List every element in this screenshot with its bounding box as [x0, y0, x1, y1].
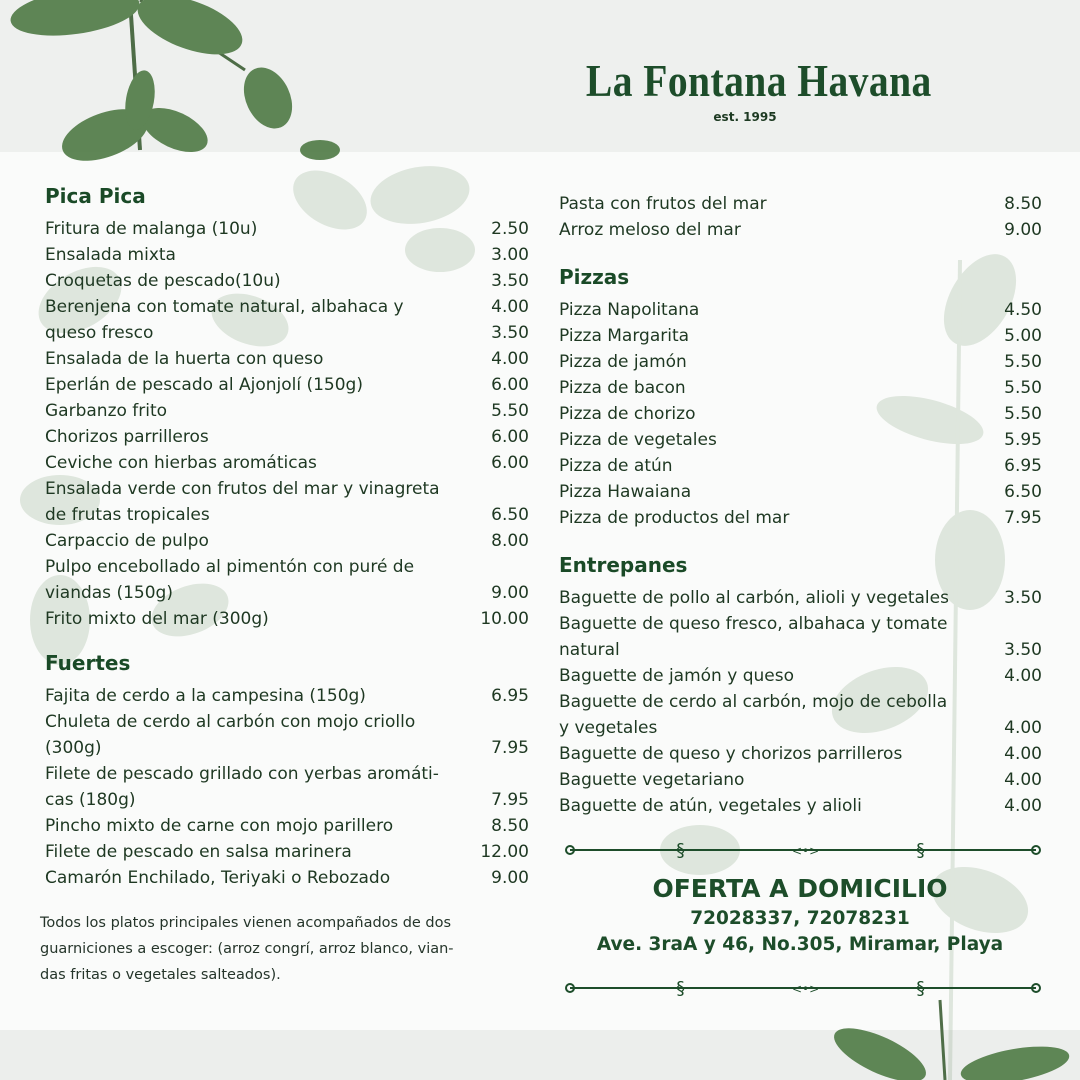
menu-item-price: 6.50 — [1004, 482, 1042, 502]
menu-item-name: Chorizos parrilleros — [45, 427, 209, 447]
menu-item-price: 3.50 — [1004, 640, 1042, 660]
section-title-pizzas: Pizzas — [559, 265, 630, 289]
section-title-entrepanes: Entrepanes — [559, 553, 688, 577]
menu-item-price: 3.00 — [491, 245, 529, 265]
menu-item-name: viandas (150g) — [45, 583, 173, 603]
note-line: das fritas o vegetales salteados). — [40, 967, 281, 983]
menu-item-price: 5.00 — [1004, 326, 1042, 346]
menu-item-name: Baguette de atún, vegetales y alioli — [559, 796, 862, 816]
menu-item-price: 9.00 — [491, 583, 529, 603]
menu-item-name: Ensalada verde con frutos del mar y vinagreta — [45, 479, 440, 499]
menu-item-name: Pizza Napolitana — [559, 300, 700, 320]
menu-item-price: 6.95 — [1004, 456, 1042, 476]
menu-item-price: 6.00 — [491, 427, 529, 447]
menu-item-name: Garbanzo frito — [45, 401, 168, 421]
menu-item-name: Pizza Margarita — [559, 326, 690, 346]
brand-established: est. 1995 — [713, 110, 777, 124]
menu-item-name: Filete de pescado en salsa marinera — [45, 842, 352, 862]
menu-item-name: Pizza de atún — [559, 456, 673, 476]
svg-text:<•>: <•> — [792, 982, 820, 996]
menu-item-name: Filete de pescado grillado con yerbas aromáti- — [45, 764, 439, 784]
section-title-fuertes: Fuertes — [45, 651, 131, 675]
menu-item-name: Fajita de cerdo a la campesina (150g) — [45, 686, 366, 706]
section-title-pica-pica: Pica Pica — [45, 184, 146, 208]
menu-item-name: Berenjena con tomate natural, albahaca y — [45, 297, 404, 317]
note-line: guarniciones a escoger: (arroz congrí, arroz blanco, vian- — [40, 941, 454, 957]
menu-item-name: Baguette de pollo al carbón, alioli y vegetales — [559, 588, 949, 608]
ornament-divider — [564, 978, 1042, 998]
menu-item-name: Pulpo encebollado al pimentón con puré de — [45, 557, 415, 577]
menu-item-price: 6.50 — [491, 505, 529, 525]
menu-item-price: 7.95 — [1004, 508, 1042, 528]
sides-note — [40, 910, 540, 988]
menu-item-name: Chuleta de cerdo al carbón con mojo criollo — [45, 712, 416, 732]
menu-item-name: Pizza de jamón — [559, 352, 687, 372]
menu-item-price: 5.95 — [1004, 430, 1042, 450]
menu-item-price: 4.00 — [491, 297, 529, 317]
svg-text:§: § — [676, 840, 685, 860]
menu-item-name: Pincho mixto de carne con mojo parillero — [45, 816, 394, 836]
menu-item-name: Pizza Hawaiana — [559, 482, 692, 502]
menu-item-price: 4.00 — [1004, 796, 1042, 816]
brand-header — [560, 55, 932, 124]
menu-item-price: 7.95 — [491, 738, 529, 758]
menu-item-name: Ceviche con hierbas aromáticas — [45, 453, 317, 473]
menu-item-price: 4.00 — [1004, 770, 1042, 790]
menu-item-name: Baguette de queso fresco, albahaca y tomate — [559, 614, 948, 634]
menu-item-price: 7.95 — [491, 790, 529, 810]
menu-item-price: 4.00 — [491, 349, 529, 369]
svg-text:<•>: <•> — [792, 844, 820, 858]
menu-item-price: 5.50 — [491, 401, 529, 421]
svg-text:§: § — [916, 978, 925, 998]
menu-item-name: Ensalada de la huerta con queso — [45, 349, 324, 369]
menu-item-name: Baguette de jamón y queso — [559, 666, 794, 686]
menu-item-price: 6.00 — [491, 453, 529, 473]
offer-title: OFERTA A DOMICILIO — [652, 874, 948, 903]
menu-item-name: Pizza de vegetales — [559, 430, 717, 450]
menu-item-name: cas (180g) — [45, 790, 136, 810]
menu-item-price: 4.00 — [1004, 744, 1042, 764]
menu-item-name: Carpaccio de pulpo — [45, 531, 209, 551]
svg-text:§: § — [916, 840, 925, 860]
menu-item-name: Arroz meloso del mar — [559, 220, 741, 240]
note-line: Todos los platos principales vienen acompañados de dos — [40, 915, 452, 931]
menu-item-name: Fritura de malanga (10u) — [45, 219, 258, 239]
menu-item-name: Frito mixto del mar (300g) — [45, 609, 269, 629]
menu-item-name: Baguette vegetariano — [559, 770, 745, 790]
menu-item-price: 10.00 — [480, 609, 529, 629]
menu-item-name: Croquetas de pescado(10u) — [45, 271, 281, 291]
menu-item-price: 8.00 — [491, 531, 529, 551]
menu-item-price: 9.00 — [491, 868, 529, 888]
menu-item-price: 3.50 — [491, 323, 529, 343]
menu-item-name: Pizza de bacon — [559, 378, 686, 398]
menu-item-name: Pizza de productos del mar — [559, 508, 790, 528]
menu-item-name: Camarón Enchilado, Teriyaki o Rebozado — [45, 868, 391, 888]
menu-item-price: 4.50 — [1004, 300, 1042, 320]
menu-item-price: 8.50 — [1004, 194, 1042, 214]
menu-item-price: 6.95 — [491, 686, 529, 706]
menu-item-price: 4.00 — [1004, 666, 1042, 686]
menu-item-price: 12.00 — [480, 842, 529, 862]
menu-item-name: de frutas tropicales — [45, 505, 210, 525]
offer-phones: 72028337, 72078231 — [690, 908, 910, 929]
menu-item-price: 2.50 — [491, 219, 529, 239]
svg-text:§: § — [676, 978, 685, 998]
menu-item-name: Baguette de cerdo al carbón, mojo de cebolla — [559, 692, 948, 712]
menu-item-price: 9.00 — [1004, 220, 1042, 240]
menu-item-name: (300g) — [45, 738, 102, 758]
menu-item-price: 5.50 — [1004, 378, 1042, 398]
menu-item-name: Pizza de chorizo — [559, 404, 696, 424]
menu-item-price: 5.50 — [1004, 404, 1042, 424]
menu-item-price: 6.00 — [491, 375, 529, 395]
menu-item-price: 8.50 — [491, 816, 529, 836]
menu-item-name: Eperlán de pescado al Ajonjolí (150g) — [45, 375, 363, 395]
footer-band — [0, 1030, 1080, 1080]
menu-item-name: Ensalada mixta — [45, 245, 176, 265]
brand-name: La Fontana Havana — [585, 55, 932, 106]
menu-item-name: Baguette de queso y chorizos parrilleros — [559, 744, 903, 764]
ornament-divider — [564, 840, 1042, 860]
menu-item-price: 4.00 — [1004, 718, 1042, 738]
menu-item-price: 3.50 — [491, 271, 529, 291]
menu-item-name: y vegetales — [559, 718, 658, 738]
offer-address: Ave. 3raA y 46, No.305, Miramar, Playa — [596, 934, 1004, 955]
menu-item-price: 3.50 — [1004, 588, 1042, 608]
home-delivery-offer — [560, 874, 1040, 955]
menu-item-name: queso fresco — [45, 323, 154, 343]
menu-item-name: Pasta con frutos del mar — [559, 194, 767, 214]
menu-item-price: 5.50 — [1004, 352, 1042, 372]
menu-item-name: natural — [559, 640, 620, 660]
